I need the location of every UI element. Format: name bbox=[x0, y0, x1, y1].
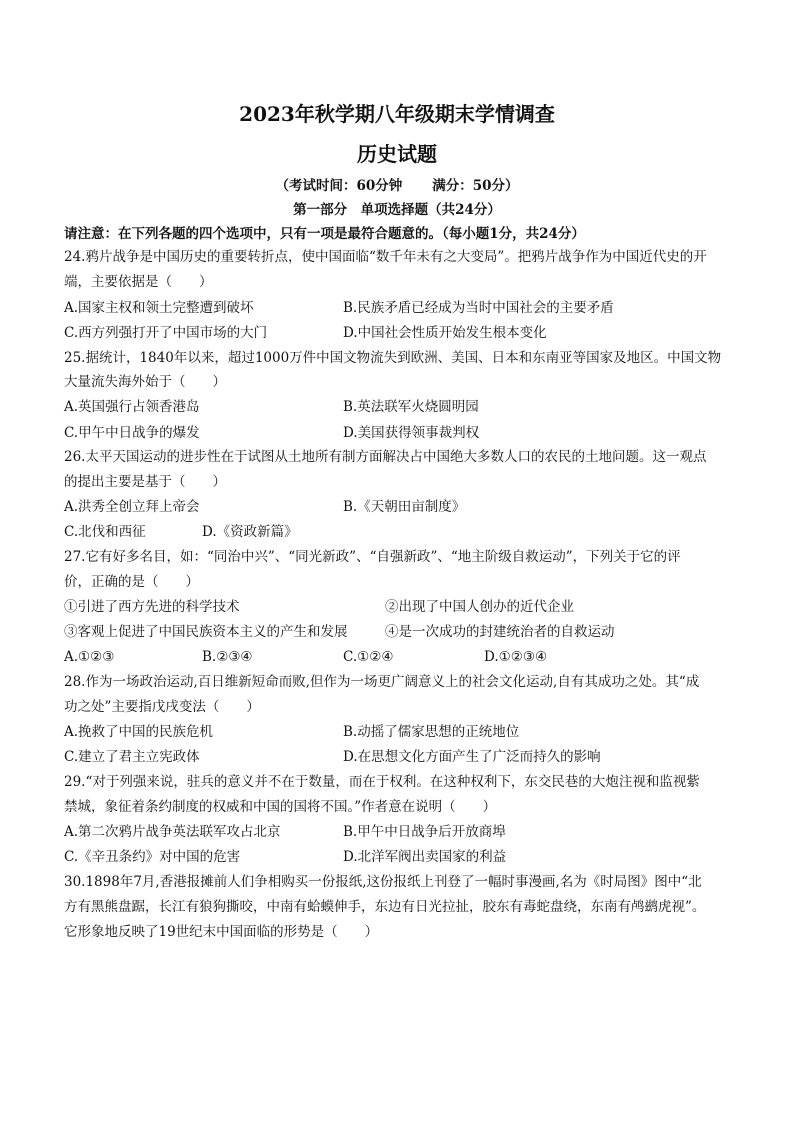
question-stem: 25.据统计，1840年以来，超过1000万件中国文物流失到欧洲、美国、日本和东南亚等国家及地区。中国文物 bbox=[64, 350, 722, 366]
option-a[interactable]: A.挽救了中国的民族危机 bbox=[64, 724, 214, 740]
question-stem: 的提出主要是基于（ ） bbox=[64, 474, 226, 490]
question-stem: 它形象地反映了19世纪末中国面临的形势是（ ） bbox=[64, 924, 379, 940]
notice: 请注意：在下列各题的四个选项中，只有一项是最符合题意的。（每小题1分，共24分） bbox=[64, 226, 585, 242]
question-stem: 端，主要依据是（ ） bbox=[64, 274, 213, 290]
option-b[interactable]: B.②③④ bbox=[202, 649, 253, 665]
option-d[interactable]: D.《资政新篇》 bbox=[202, 524, 298, 540]
option-b[interactable]: B.《天朝田亩制度》 bbox=[343, 499, 466, 515]
option-a[interactable]: A.洪秀全创立拜上帝会 bbox=[64, 499, 200, 515]
exam-meta bbox=[0, 174, 794, 194]
statement-3: ③客观上促进了中国民族资本主义的产生和发展 bbox=[64, 624, 348, 640]
exam-time: （考试时间：60分钟 bbox=[275, 178, 403, 194]
question-stem: 27.它有好多名目，如：“同治中兴”、“同光新政”、“自强新政”、“地主阶级自救运动”，下列关于它的评 bbox=[64, 549, 681, 565]
question-stem: 29.“对于列强来说，驻兵的意义并不在于数量，而在于权利。在这种权利下，东交民巷的大炮注视和监视紫 bbox=[64, 774, 700, 790]
question-stem: 禁城，象征着条约制度的权威和中国的国将不国。”作者意在说明（ ） bbox=[64, 799, 497, 815]
statement-2: ②出现了中国人创办的近代企业 bbox=[385, 599, 574, 615]
option-a[interactable]: A.第二次鸦片战争英法联军攻占北京 bbox=[64, 824, 281, 840]
question-stem: 功之处”主要指戊戌变法（ ） bbox=[64, 699, 260, 715]
question-stem: 大量流失海外始于（ ） bbox=[64, 374, 226, 390]
option-b[interactable]: B.动摇了儒家思想的正统地位 bbox=[343, 724, 520, 740]
option-c[interactable]: C.建立了君主立宪政体 bbox=[64, 749, 200, 765]
exam-score: 满分：50分） bbox=[432, 178, 519, 194]
option-c[interactable]: C.西方列强打开了中国市场的大门 bbox=[64, 325, 268, 341]
option-d[interactable]: D.美国获得领事裁判权 bbox=[343, 425, 480, 441]
subject-title: 历史试题 bbox=[357, 142, 437, 166]
option-d[interactable]: D.中国社会性质开始发生根本变化 bbox=[343, 325, 547, 341]
option-c[interactable]: C.①②④ bbox=[343, 649, 394, 665]
statement-1: ①引进了西方先进的科学技术 bbox=[64, 599, 240, 615]
question-stem: 方有黑熊盘踞，长江有狼狗撕咬，中南有蛤蟆伸手，东边有日光拉扯，胶东有毒蛇盘绕，东南有鸬鹚虎视”。 bbox=[64, 899, 706, 915]
option-c[interactable]: C.甲午中日战争的爆发 bbox=[64, 425, 200, 441]
option-a[interactable]: A.国家主权和领土完整遭到破坏 bbox=[64, 300, 254, 316]
option-b[interactable]: B.英法联军火烧圆明园 bbox=[343, 399, 479, 415]
question-stem: 26.太平天国运动的进步性在于试图从土地所有制方面解决占中国绝大多数人口的农民的土地问题。这一观点 bbox=[64, 449, 707, 465]
question-stem: 28.作为一场政治运动,百日维新短命而败,但作为一场更广阔意义上的社会文化运动,自有其成功之处。其“成 bbox=[64, 674, 700, 690]
question-stem: 价，正确的是（ ） bbox=[64, 574, 199, 590]
option-d[interactable]: D.①②③④ bbox=[484, 649, 548, 665]
statement-4: ④是一次成功的封建统治者的自救运动 bbox=[385, 624, 615, 640]
option-c[interactable]: C.《辛丑条约》对中国的危害 bbox=[64, 849, 241, 865]
question-stem: 30.1898年7月,香港报摊前人们争相购买一份报纸,这份报纸上刊登了一幅时事漫画,名为《时局图》图中“北 bbox=[64, 874, 702, 890]
option-b[interactable]: B.民族矛盾已经成为当时中国社会的主要矛盾 bbox=[343, 300, 614, 316]
exam-title: 2023年秋学期八年级期末学情调查 bbox=[239, 102, 555, 126]
option-d[interactable]: D.北洋军阀出卖国家的利益 bbox=[343, 849, 507, 865]
option-d[interactable]: D.在思想文化方面产生了广泛而持久的影响 bbox=[343, 749, 601, 765]
section-heading: 第一部分 单项选择题（共24分） bbox=[293, 202, 501, 218]
option-a[interactable]: A.英国强行占领香港岛 bbox=[64, 399, 200, 415]
question-stem: 24.鸦片战争是中国历史的重要转折点，使中国面临“数千年未有之大变局”。把鸦片战争作为中国近代史的开 bbox=[64, 249, 707, 265]
option-c[interactable]: C.北伐和西征 bbox=[64, 524, 146, 540]
option-b[interactable]: B.甲午中日战争后开放商埠 bbox=[343, 824, 506, 840]
option-a[interactable]: A.①②③ bbox=[64, 649, 115, 665]
